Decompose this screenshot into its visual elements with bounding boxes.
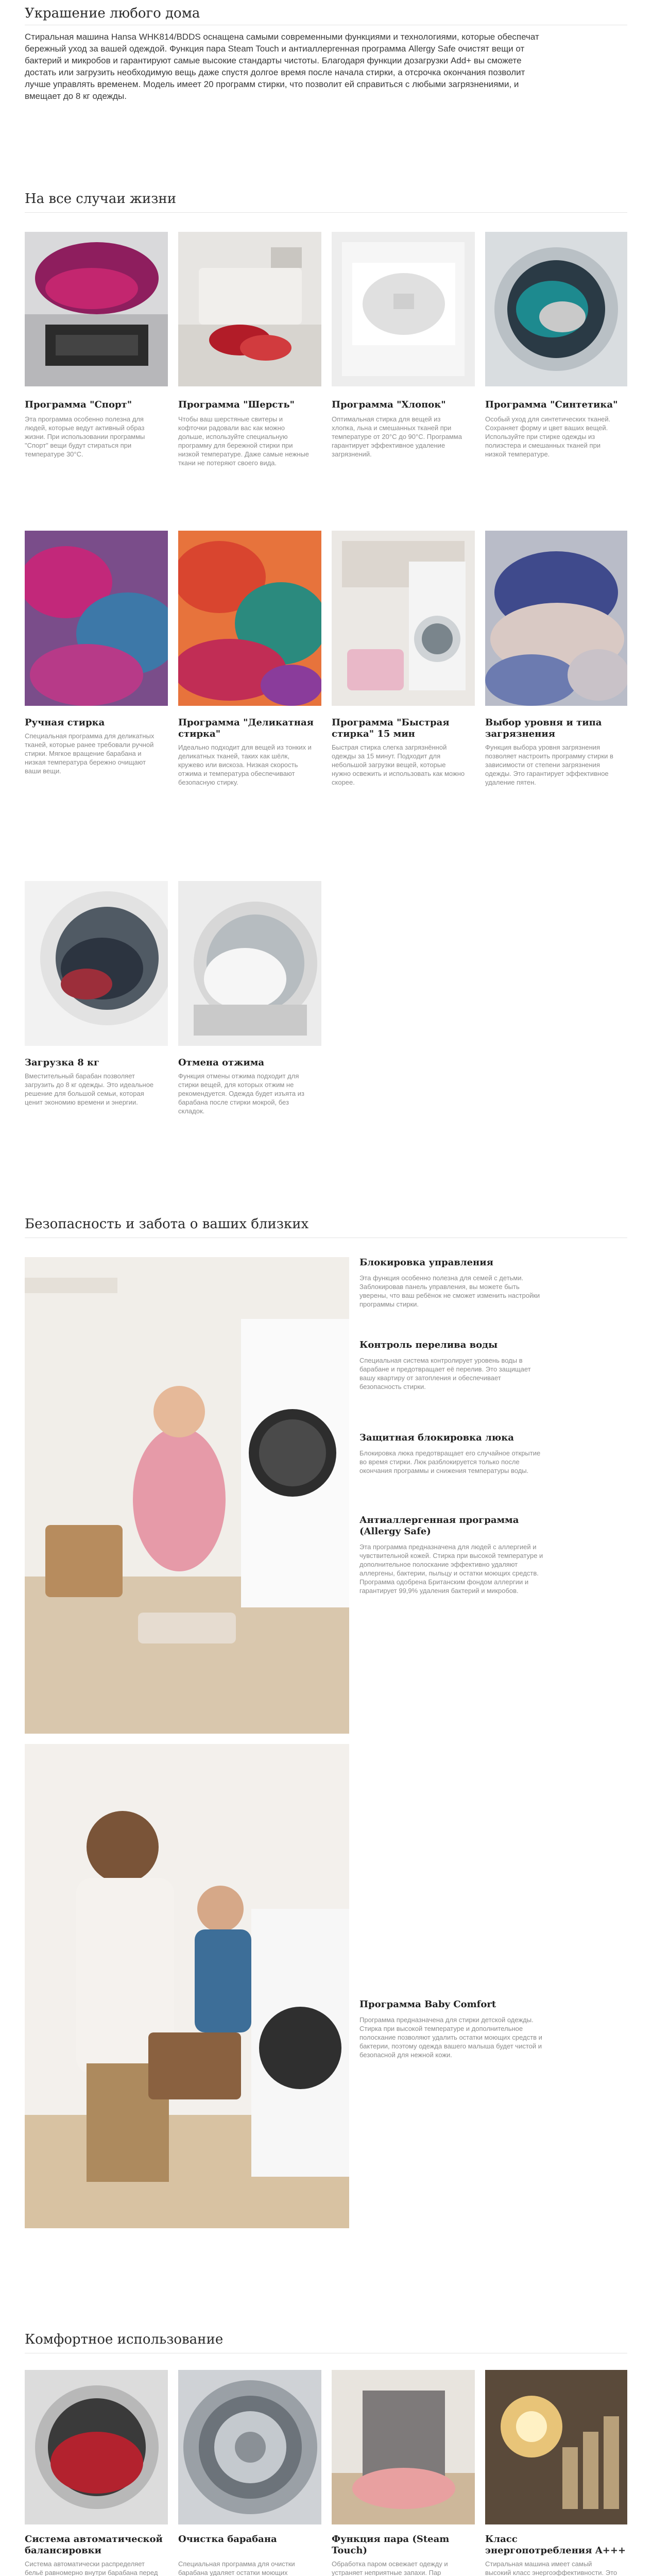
program-desc: Вместительный барабан позволяет загрузить до 8 кг одежды. Это идеальное решение для большой семьи, которая ценит экономию времени и энергии. <box>25 1072 154 1106</box>
synthetics-program-image <box>485 232 627 386</box>
divider <box>25 212 627 213</box>
program-desc: Функция выбора уровня загрязнения позволяет настроить программу стирки в зависимости от степени загрязнения одежды. Это гарантирует эффективное удаление пятен. <box>485 743 613 786</box>
energy-class-image <box>485 2370 627 2524</box>
feature-desc: Система автоматически распределяет бельё равномерно внутри барабана перед <box>25 2560 158 2576</box>
auto-balance-image <box>25 2370 168 2524</box>
cotton-program-image <box>332 232 475 386</box>
intro-text: Стиральная машина Hansa WHK814/BDDS оснащена самыми современными функциями и технологиями, которые обеспечат бережный уход за вашей одеждой. Функция пара Steam Touch и антиаллергенная программа Allergy Safe очистят вещи от бактерий и микробов и гарантируют самые высокие стандарты чистоты. Благодаря функции дозагрузки Add+ вы сможете достать или загрузить необходимую вещь даже спустя долгое время после начала стирки, а отсрочка окончания позволит лучше управлять временем. Модель имеет 20 программ стирки, что позволит ей справиться с любыми загрязнениями, и вмещает до 8 кг одежды. <box>25 32 539 101</box>
feature-desc: Обработка паром освежает одежду и устраняет неприятные запахи. Пар <box>332 2560 448 2576</box>
load-8kg-image <box>25 881 168 1046</box>
feature-item <box>359 1257 545 1309</box>
program-desc: Особый уход для синтетических тканей. Сохраняет форму и цвет ваших вещей. Используйте при стирке одежды из полиэстера и смешанных тканей при низкой температуре. <box>485 415 611 458</box>
feature-item <box>359 1432 545 1475</box>
feature-title: Программа Baby Comfort <box>359 1999 496 2010</box>
section-heading-safety: Безопасность и забота о ваших близких <box>25 1216 309 1232</box>
feature-item <box>359 1515 545 1595</box>
feature-item <box>359 1340 545 1391</box>
program-desc: Эта программа особенно полезна для людей, которые ведут активный образ жизни. При использовании программы "Спорт" вещи будут стираться при температуре 30°С. <box>25 415 145 458</box>
feature-desc: Эта программа предназначена для людей с аллергией и чувствительной кожей. Стирка при высокой температуре и дополнительное полоскание эффективно удаляют аллергены, бактерии, пыльцу и остатки моющих средств. Программа одобрена Британским фондом аллергии и гарантирует 99,9% удаления бактерий и микробов. <box>359 1543 543 1595</box>
program-desc: Оптимальная стирка для вещей из хлопка, льна и смешанных тканей при температуре от 20°С до 90°С. Программа гарантирует эффективное удаление загрязнений. <box>332 415 462 458</box>
program-title: Выбор уровня и типа загрязнения <box>485 717 602 739</box>
hand-wash-image <box>25 531 168 706</box>
program-title: Отмена отжима <box>178 1057 265 1068</box>
steam-image <box>332 2370 475 2524</box>
feature-title: Контроль перелива воды <box>359 1340 498 1350</box>
feature-desc: Стиральная машина имеет самый высокий класс энергоэффективности. Это <box>485 2560 617 2576</box>
program-desc: Функция отмены отжима подходит для стирки вещей, для которых отжим не рекомендуется. Одежда будет изъята из барабана после стирки мокрой, без складок. <box>178 1072 304 1115</box>
feature-desc: Специальная программа для очистки барабана удаляет остатки моющих <box>178 2560 295 2576</box>
feature-desc: Эта функция особенно полезна для семей с детьми. Заблокировав панель управления, вы можете быть уверены, что ваш ребёнок не сможет изменить настройки программы стирки. <box>359 1274 540 1308</box>
page-title: Украшение любого дома <box>25 6 200 21</box>
feature-desc: Блокировка люка предотвращает его случайное открытие во время стирки. Люк разблокируется только после окончания программы и снижения температуры воды. <box>359 1449 541 1475</box>
drum-clean-image <box>178 2370 321 2524</box>
feature-title: Блокировка управления <box>359 1257 493 1268</box>
section-heading-comfort: Комфортное использование <box>25 2332 224 2347</box>
feature-title: Антиаллергенная программа (Allergy Safe) <box>359 1515 519 1537</box>
feature-title: Класс энергопотребления A+++ <box>485 2534 626 2556</box>
program-desc: Чтобы ваш шерстяные свитеры и кофточки радовали вас как можно дольше, используйте специальную программу для бережной стирки при низкой температуре. Даже самые нежные ткани не потеряют своего вида. <box>178 415 310 467</box>
program-title: Программа "Хлопок" <box>332 399 446 410</box>
program-desc: Быстрая стирка слегка загрязнённой одежды за 15 минут. Подходит для небольшой загрузки вещей, которые нужно освежить и использовать как можно скорее. <box>332 743 465 786</box>
program-desc: Специальная программа для деликатных тканей, которые ранее требовали ручной стирки. Мягкое вращение барабана и низкая температура бережно очищают ваши вещи. <box>25 732 155 775</box>
spin-cancel-image <box>178 881 321 1046</box>
delicate-wash-image <box>178 531 321 706</box>
feature-title: Очистка барабана <box>178 2534 277 2545</box>
program-desc: Идеально подходит для вещей из тонких и деликатных тканей, таких как шёлк, кружево или вискоза. Низкая скорость отжима и температура обеспечивают безопасную стирку. <box>178 743 312 786</box>
father-child-image <box>25 1744 349 2228</box>
feature-desc: Специальная система контролирует уровень воды в барабане и предотвращает её перелив. Это защищает вашу квартиру от затопления и обеспечивает безопасность стирки. <box>359 1357 531 1391</box>
child-laundry-image <box>25 1257 349 1734</box>
soil-level-image <box>485 531 627 706</box>
feature-title: Функция пара (Steam Touch) <box>332 2534 450 2556</box>
wool-program-image <box>178 232 321 386</box>
feature-item <box>359 1999 545 2059</box>
section-heading-occasions: На все случаи жизни <box>25 191 177 207</box>
program-title: Ручная стирка <box>25 717 105 728</box>
feature-title: Система автоматической балансировки <box>25 2534 163 2556</box>
program-title: Программа "Быстрая стирка" 15 мин <box>332 717 450 739</box>
program-title: Программа "Шерсть" <box>178 399 295 410</box>
program-title: Программа "Деликатная стирка" <box>178 717 314 739</box>
feature-desc: Программа предназначена для стирки детской одежды. Стирка при высокой температуре и дополнительное полоскание позволяют удалить остатки моющих средств и бактерии, поэтому одежда вашего малыша будет чистой и безопасной для нежной кожи. <box>359 2016 542 2059</box>
sport-program-image <box>25 232 168 386</box>
quick-wash-image <box>332 531 475 706</box>
feature-title: Защитная блокировка люка <box>359 1432 514 1443</box>
program-title: Загрузка 8 кг <box>25 1057 100 1068</box>
program-title: Программа "Синтетика" <box>485 399 618 410</box>
program-title: Программа "Спорт" <box>25 399 132 410</box>
